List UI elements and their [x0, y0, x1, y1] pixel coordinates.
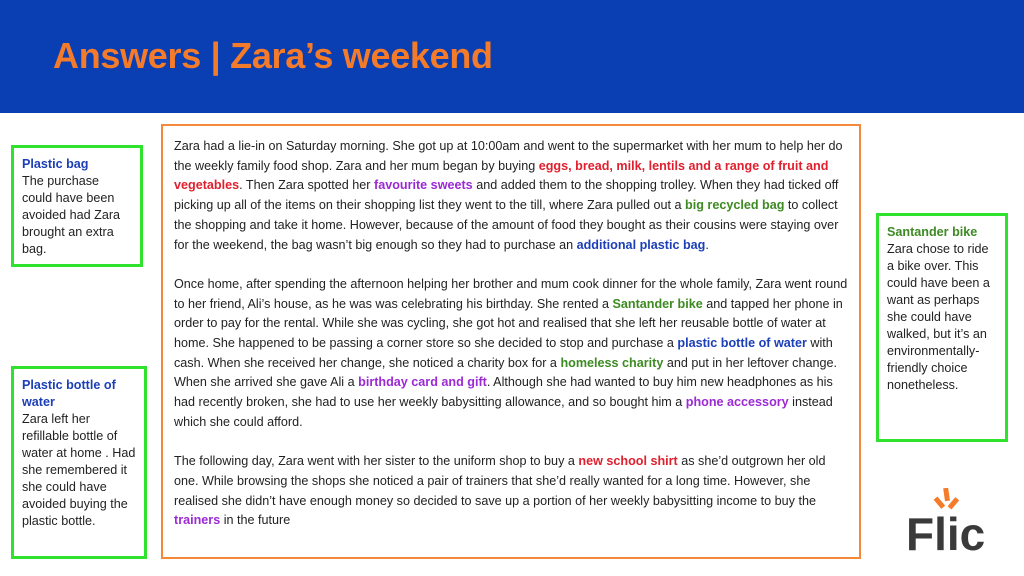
highlight-favourite-sweets: favourite sweets [374, 178, 473, 193]
story-text: Zara had a lie-in on Saturday morning. She got up at 10:00am and went to the supermarket with her mum to help her do the weekly family food shop. Zara and her mum began by buying [174, 139, 843, 173]
story-text: and added them to the shopping trolley. When they had ticked off picking up all of the items on their shopping list they went to the till, where Zara pulled out a [174, 178, 839, 213]
story-paragraph-2 [174, 275, 850, 433]
page-title: Answers | Zara’s weekend [53, 35, 493, 76]
story-text: and put in her leftover change. When she arrived she gave Ali a [174, 355, 837, 390]
story-paragraph-1 [174, 137, 850, 255]
note-plastic-bag [11, 145, 143, 267]
highlight-trainers: trainers [174, 513, 221, 528]
story-text-box [161, 124, 861, 559]
note-title: Santander bike [887, 225, 978, 239]
note-title: Plastic bottle of water [22, 378, 116, 409]
story-text: to collect the shopping and take it home. However, because of the amount of food they bought as their cousins were staying over for the weekend, the bag wasn’t big enough so they had to purchase an [174, 198, 839, 252]
highlight-homeless-charity: homeless charity [560, 355, 664, 370]
story-text: . Then Zara spotted her [239, 178, 374, 193]
highlight-food-items: eggs, bread, milk, lentils and a range of fruit and vegetables [174, 158, 829, 193]
story-text: Once home, after spending the afternoon helping her brother and mum cook dinner for the whole family, Zara went round to her friend, Ali’s house, as he was was celebrating his birthday. She rented a [174, 276, 848, 311]
note-plastic-bottle [11, 366, 147, 559]
story-text: . Although she had wanted to buy him new headphones as his had recently broken, she had to use her weekly babysitting allowance, and so bought him a [174, 375, 833, 410]
note-body: Zara left her refillable bottle of water at home . Had she remembered it she could have avoided buying the plastic bottle. [22, 412, 136, 528]
note-body: The purchase could have been avoided had Zara brought an extra bag. [22, 174, 121, 256]
story-paragraph-3 [174, 452, 850, 531]
highlight-recycled-bag: big recycled bag [685, 198, 785, 213]
highlight-school-shirt: new school shirt [578, 454, 678, 469]
note-santander-bike [876, 213, 1008, 442]
highlight-plastic-bag: additional plastic bag [576, 237, 706, 252]
story-text: . [705, 237, 709, 252]
note-body: Zara chose to ride a bike over. This could have been a want as perhaps she could have walked, but it’s an environmentally-friendly choice nonetheless. [887, 242, 990, 392]
story-text: with cash. When she received her change, she noticed a charity box for a [174, 336, 833, 370]
note-title: Plastic bag [22, 157, 89, 171]
header-bar [0, 0, 1024, 113]
story-text: The following day, Zara went with her sister to the uniform shop to buy a [174, 454, 579, 469]
logo-text: Flic [906, 508, 986, 554]
story-text: and tapped her phone in order to pay for the rental. While she was cycling, she got hot and realised that she left her reusable bottle of water at home. She happened to be passing a corner store so she decided to stop and purchase a [174, 296, 843, 351]
highlight-santander-bike: Santander bike [612, 296, 703, 311]
flic-logo [904, 488, 996, 554]
story-text: in the future [220, 513, 291, 528]
highlight-birthday-card: birthday card and gift [358, 375, 487, 390]
highlight-phone-accessory: phone accessory [685, 395, 789, 410]
story-text: instead which she could afford. [174, 395, 833, 429]
story-text: as she’d outgrown her old one. While browsing the shops she noticed a pair of trainers that she’d really wanted for a long time. However, she realised she didn’t have enough money so decided to save up a portion of her weekly babysitting income to buy the [174, 454, 826, 508]
highlight-plastic-bottle: plastic bottle of water [677, 336, 807, 351]
logo-mark-icon [934, 488, 960, 510]
